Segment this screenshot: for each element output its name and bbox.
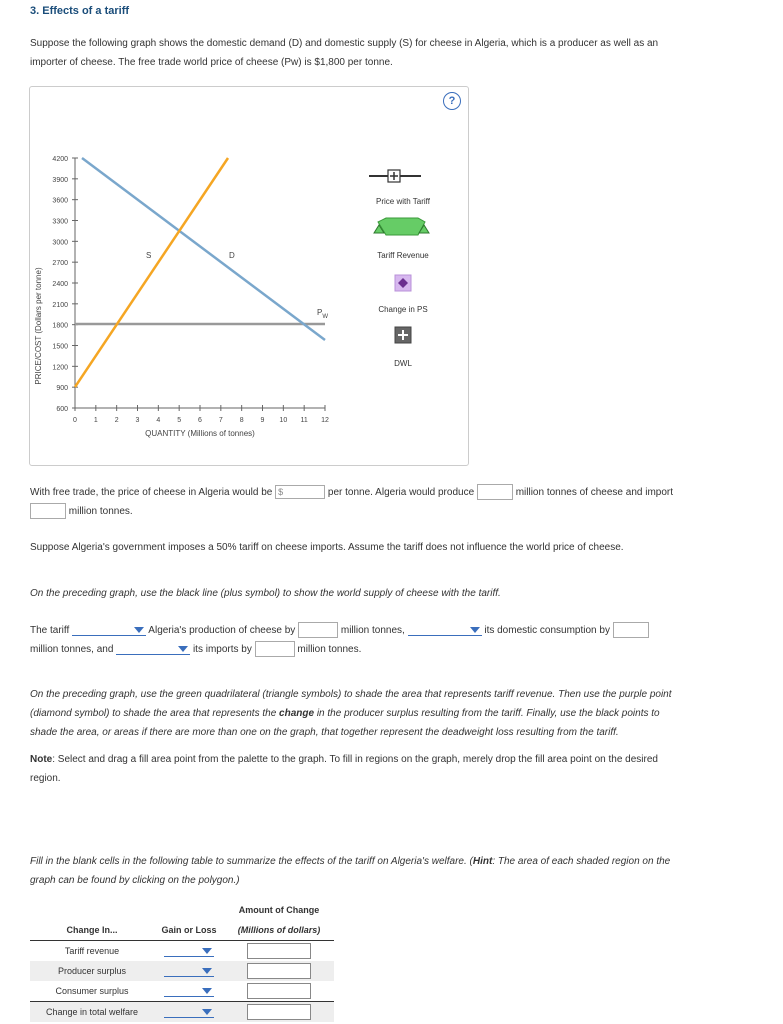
chevron-down-icon bbox=[202, 968, 212, 974]
instruction-shading-line-2: (diamond symbol) to shade the area that represents the change in the producer surplus resulting from the tariff. Finally, use the black points to bbox=[30, 708, 660, 719]
y-tick-label: 2700 bbox=[52, 260, 68, 268]
summary-table-wrap bbox=[30, 900, 334, 1022]
instruction-world-supply: On the preceding graph, use the black line (plus symbol) to show the world supply of cheese with the tariff. bbox=[30, 588, 501, 599]
domestic-production-input[interactable] bbox=[477, 484, 513, 500]
gain-loss-dropdown[interactable] bbox=[164, 1007, 214, 1018]
production-direction-dropdown[interactable] bbox=[72, 625, 146, 636]
instruction-shading-line-1: On the preceding graph, use the green quadrilateral (triangle symbols) to shade the area that represents tariff revenue. Then use the purple point bbox=[30, 689, 672, 700]
y-tick-label: 2100 bbox=[52, 301, 68, 309]
x-tick-label: 6 bbox=[198, 417, 202, 424]
y-tick-label: 1500 bbox=[52, 343, 68, 351]
x-axis-label: QUANTITY (Millions of tonnes) bbox=[145, 429, 255, 438]
y-tick-label: 3000 bbox=[52, 239, 68, 247]
palette-dwl-label: DWL bbox=[394, 359, 412, 368]
chevron-down-icon bbox=[134, 627, 144, 633]
note-label: Note bbox=[30, 754, 53, 765]
note-paragraph bbox=[30, 750, 755, 788]
help-button[interactable]: ? bbox=[443, 92, 461, 110]
intro-line-2: importer of cheese. The free trade world price of cheese (Pw) is $1,800 per tonne. bbox=[30, 57, 393, 68]
y-tick-label: 4200 bbox=[52, 156, 68, 163]
palette-price-with-tariff-label: Price with Tariff bbox=[376, 197, 430, 206]
table-intro: Fill in the blank cells in the following table to summarize the effects of the tariff on Algeria's welfare. (Hint: The area of each shaded region on the graph can be found by clicking on the polygon.) bbox=[30, 852, 755, 890]
y-tick-label: 3600 bbox=[52, 197, 68, 205]
row-label: Consumer surplus bbox=[55, 986, 129, 996]
consumption-direction-dropdown[interactable] bbox=[408, 625, 482, 636]
dwl-tool[interactable] bbox=[395, 327, 411, 343]
world-price-label: $P_W$ bbox=[317, 308, 329, 320]
x-tick-label: 8 bbox=[239, 417, 244, 424]
col-amount-header-1: Amount of Change bbox=[238, 905, 320, 915]
palette-tariff-revenue-label: Tariff Revenue bbox=[377, 251, 429, 260]
gain-loss-dropdown[interactable] bbox=[164, 966, 214, 977]
chevron-down-icon bbox=[202, 1009, 212, 1015]
tariff-effects-text-4: its domestic consumption by bbox=[484, 625, 610, 636]
y-tick-label: 3300 bbox=[52, 218, 68, 226]
imports-input[interactable] bbox=[30, 503, 66, 519]
tariff-revenue-tool[interactable] bbox=[374, 218, 429, 235]
instruction-shading-line-3: shade the area, or areas if there are more than one on the graph, that together represent the deadweight loss resulting from the tariff. bbox=[30, 727, 619, 738]
col-gain-loss-header: Gain or Loss bbox=[161, 925, 217, 935]
tariff-intro: Suppose Algeria's government imposes a 50% tariff on cheese imports. Assume the tariff does not influence the world price of cheese. bbox=[30, 542, 624, 553]
chevron-down-icon bbox=[178, 646, 188, 652]
consumption-change-input[interactable] bbox=[613, 622, 649, 638]
free-trade-question bbox=[30, 483, 750, 521]
y-tick-label: 1800 bbox=[52, 322, 68, 330]
amount-input[interactable] bbox=[247, 943, 311, 959]
x-tick-label: 11 bbox=[300, 417, 308, 424]
row-label: Change in total welfare bbox=[45, 1007, 139, 1017]
note-text-2: region. bbox=[30, 773, 61, 784]
imports-direction-dropdown[interactable] bbox=[116, 644, 190, 655]
y-tick-label: 3900 bbox=[52, 176, 68, 184]
question-title: 3. Effects of a tariff bbox=[30, 5, 130, 17]
tariff-effects-text-2: Algeria's production of cheese by bbox=[148, 625, 296, 636]
change-ps-tool[interactable] bbox=[395, 275, 411, 291]
y-axis-label: PRICE/COST (Dollars per tonne) bbox=[34, 267, 43, 385]
chevron-down-icon bbox=[202, 948, 212, 954]
intro-line-1: Suppose the following graph shows the domestic demand (D) and domestic supply (S) for cheese in Algeria, which is a producer as well as an bbox=[30, 38, 659, 49]
x-tick-label: 4 bbox=[156, 417, 161, 424]
intro-paragraph bbox=[30, 34, 658, 72]
hint-label: Hint bbox=[472, 856, 493, 867]
chevron-down-icon bbox=[202, 988, 212, 994]
free-trade-text-3: million tonnes of cheese and import bbox=[515, 487, 674, 498]
x-tick-label: 10 bbox=[279, 417, 288, 424]
col-amount-header-2: (Millions of dollars) bbox=[237, 925, 321, 935]
tariff-effects-text-1: The tariff bbox=[30, 625, 70, 636]
graph-canvas[interactable] bbox=[29, 86, 467, 464]
table-intro-line-2: graph can be found by clicking on the polygon.) bbox=[30, 875, 240, 886]
table-row bbox=[30, 941, 334, 962]
demand-curve bbox=[82, 158, 325, 340]
amount-input[interactable] bbox=[247, 983, 311, 999]
supply-label: S bbox=[146, 251, 152, 260]
production-change-input[interactable] bbox=[298, 622, 338, 638]
demand-label: D bbox=[229, 251, 235, 260]
x-tick-label: 0 bbox=[73, 417, 77, 424]
gain-loss-dropdown[interactable] bbox=[164, 986, 214, 997]
amount-input[interactable] bbox=[247, 1004, 311, 1020]
x-tick-label: 1 bbox=[93, 417, 98, 424]
note-text-1: : Select and drag a fill area point from the palette to the graph. To fill in regions on the graph, merely drop the fill area point on the desired bbox=[52, 754, 658, 765]
instruction-shading bbox=[30, 685, 755, 742]
table-row bbox=[30, 1002, 334, 1023]
tariff-effects-text-7: million tonnes. bbox=[297, 644, 362, 655]
row-label: Producer surplus bbox=[57, 966, 127, 976]
x-tick-label: 5 bbox=[177, 417, 182, 424]
x-tick-label: 9 bbox=[260, 417, 265, 424]
table-row bbox=[30, 981, 334, 1002]
imports-change-input[interactable] bbox=[255, 641, 295, 657]
y-tick-label: 600 bbox=[56, 406, 68, 413]
table-row bbox=[30, 961, 334, 981]
palette-change-ps-label: Change in PS bbox=[378, 305, 428, 314]
x-tick-label: 3 bbox=[135, 417, 140, 424]
plus-icon[interactable] bbox=[388, 170, 400, 182]
row-label: Tariff revenue bbox=[64, 946, 120, 956]
y-tick-label: 2400 bbox=[52, 281, 68, 288]
tariff-effects-text-6: its imports by bbox=[192, 644, 252, 655]
amount-input[interactable] bbox=[247, 963, 311, 979]
tariff-effects-question bbox=[30, 621, 750, 659]
free-trade-price-input[interactable]: $ bbox=[275, 485, 325, 499]
tariff-effects-text-5: million tonnes, and bbox=[30, 644, 114, 655]
tariff-effects-text-3: million tonnes, bbox=[340, 625, 405, 636]
free-trade-text-1: With free trade, the price of cheese in Algeria would be bbox=[30, 487, 273, 498]
y-tick-label: 1200 bbox=[52, 364, 68, 372]
supply-curve bbox=[75, 158, 228, 387]
y-tick-label: 900 bbox=[56, 385, 68, 393]
free-trade-text-2: per tonne. Algeria would produce bbox=[327, 487, 475, 498]
x-tick-label: 2 bbox=[114, 417, 119, 424]
x-tick-label: 7 bbox=[218, 417, 223, 424]
gain-loss-dropdown[interactable] bbox=[164, 946, 214, 957]
chevron-down-icon bbox=[470, 627, 480, 633]
y-ticks bbox=[52, 156, 78, 413]
col-change-in-header: Change In... bbox=[66, 925, 118, 935]
x-tick-label: 12 bbox=[321, 417, 329, 424]
free-trade-text-4: million tonnes. bbox=[68, 506, 133, 517]
summary-table bbox=[30, 900, 334, 1022]
